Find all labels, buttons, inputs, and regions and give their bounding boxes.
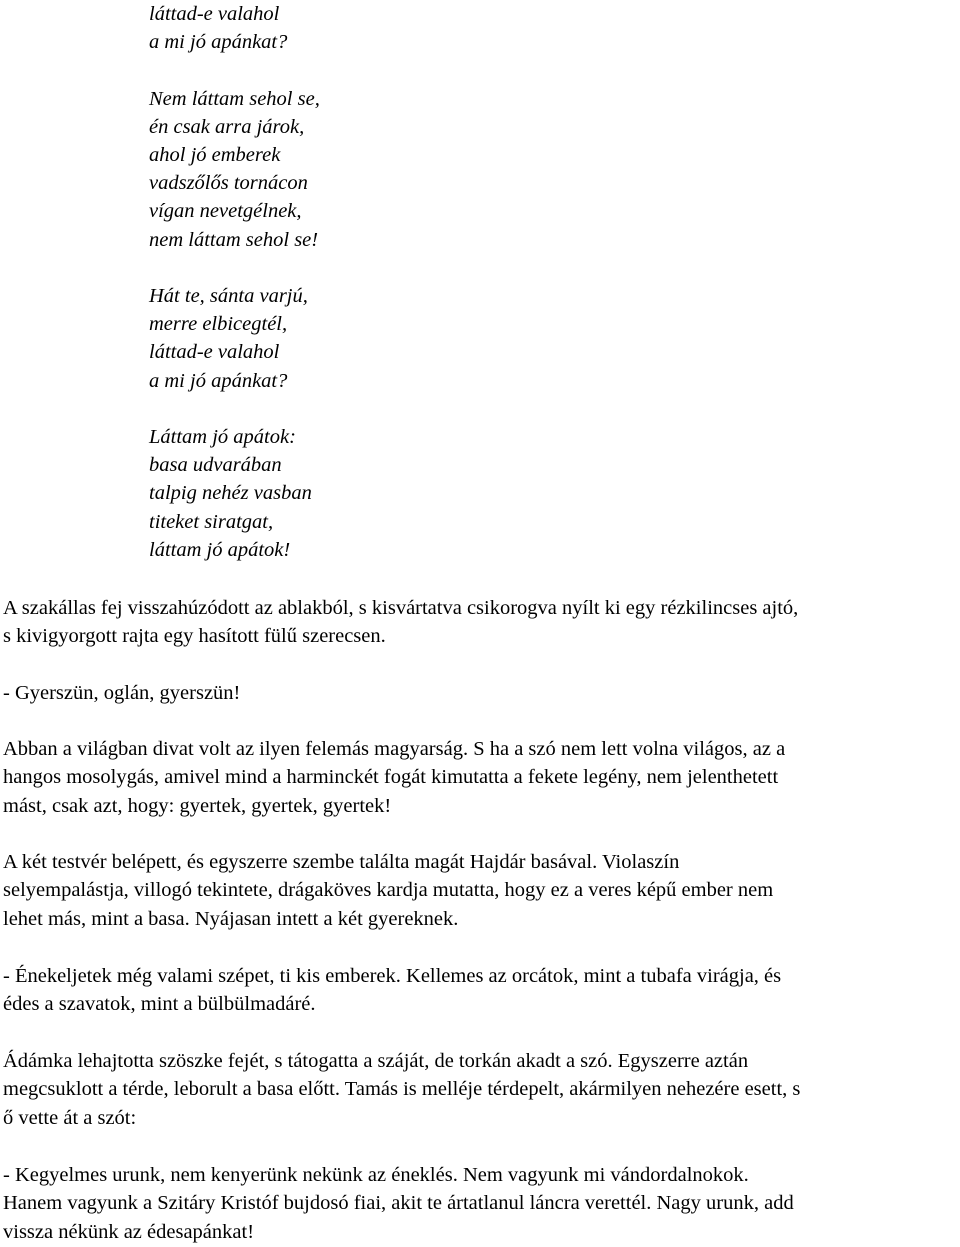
paragraph-line: ő vette át a szót:	[3, 1106, 137, 1129]
poem-verses	[149, 0, 320, 564]
poem-line: láttam jó apátok!	[149, 538, 291, 561]
prose-paragraph	[3, 962, 960, 1019]
paragraph-line: hangos mosolygás, amivel mind a harminckét fogát kimutatta a fekete legény, nem jelenthetett	[3, 766, 779, 789]
poem-line: basa udvarában	[149, 454, 282, 477]
paragraph-line: vissza nékünk az édesapánkat!	[3, 1220, 255, 1243]
paragraph-line: - Gyerszün, oglán, gyerszün!	[3, 682, 241, 704]
paragraph-line: s kivigyorgott rajta egy hasított fülű szerecsen.	[3, 625, 386, 648]
prose-paragraph	[3, 679, 960, 707]
paragraph-line: Hanem vagyunk a Szitáry Kristóf bujdosó fiai, akit te ártatlanul láncra verettél. Nagy urunk, add	[3, 1192, 794, 1215]
poem-line: láttad-e valahol	[149, 341, 280, 364]
poem-line: Nem láttam sehol se,	[149, 87, 320, 110]
poem-stanza	[149, 85, 320, 254]
prose-paragraph	[3, 848, 960, 933]
paragraph-line: A szakállas fej visszahúzódott az ablakból, s kisvártatva csikorogva nyílt ki egy rézkilincses ajtó,	[3, 597, 799, 619]
paragraph-line: lehet más, mint a basa. Nyájasan intett a két gyereknek.	[3, 907, 459, 930]
poem-line: talpig nehéz vasban	[149, 482, 312, 505]
poem-line: vígan nevetgélnek,	[149, 200, 302, 223]
poem-line: Láttam jó apátok:	[149, 426, 296, 448]
prose-paragraph	[3, 594, 960, 651]
paragraph-line: Abban a világban divat volt az ilyen felemás magyarság. S ha a szó nem lett volna világos, az a	[3, 738, 786, 760]
poem-line: nem láttam sehol se!	[149, 228, 319, 251]
poem-line: Hát te, sánta varjú,	[149, 285, 308, 307]
poem-line: merre elbicegtél,	[149, 313, 288, 336]
prose-paragraph	[3, 735, 960, 820]
paragraph-line: Ádámka lehajtotta szöszke fejét, s tátogatta a száját, de torkán akadt a szó. Egyszerre aztán	[3, 1050, 749, 1072]
poem-line: vadszőlős tornácon	[149, 172, 308, 195]
poem-line: titeket siratgat,	[149, 510, 274, 533]
poem-line: ahol jó emberek	[149, 144, 281, 166]
paragraph-line: - Kegyelmes urunk, nem kenyerünk nekünk az éneklés. Nem vagyunk mi vándordalnokok.	[3, 1164, 749, 1186]
poem-line: láttad-e valahol	[149, 3, 280, 25]
paragraph-line: édes a szavatok, mint a bülbülmadáré.	[3, 993, 316, 1016]
prose-paragraph	[3, 1161, 960, 1246]
paragraph-line: mást, csak azt, hogy: gyertek, gyertek, gyertek!	[3, 794, 392, 817]
paragraph-line: selyempalástja, villogó tekintete, drágaköves kardja mutatta, hogy ez a veres képű ember nem	[3, 879, 774, 902]
prose-paragraph	[3, 1047, 960, 1132]
poem-stanza	[149, 282, 320, 395]
paragraph-line: A két testvér belépett, és egyszerre szembe találta magát Hajdár basával. Violaszín	[3, 851, 680, 873]
paragraph-line: megcsuklott a térde, leborult a basa előtt. Tamás is melléje térdepelt, akármilyen nehezére esett, s	[3, 1078, 801, 1101]
poem-line: én csak arra járok,	[149, 115, 305, 138]
poem-stanza	[149, 0, 320, 56]
paragraph-line: - Énekeljetek még valami szépet, ti kis emberek. Kellemes az orcátok, mint a tubafa virágja, és	[3, 965, 782, 987]
poem-line: a mi jó apánkat?	[149, 369, 288, 392]
poem-stanza	[149, 423, 320, 564]
poem-line: a mi jó apánkat?	[149, 31, 288, 54]
